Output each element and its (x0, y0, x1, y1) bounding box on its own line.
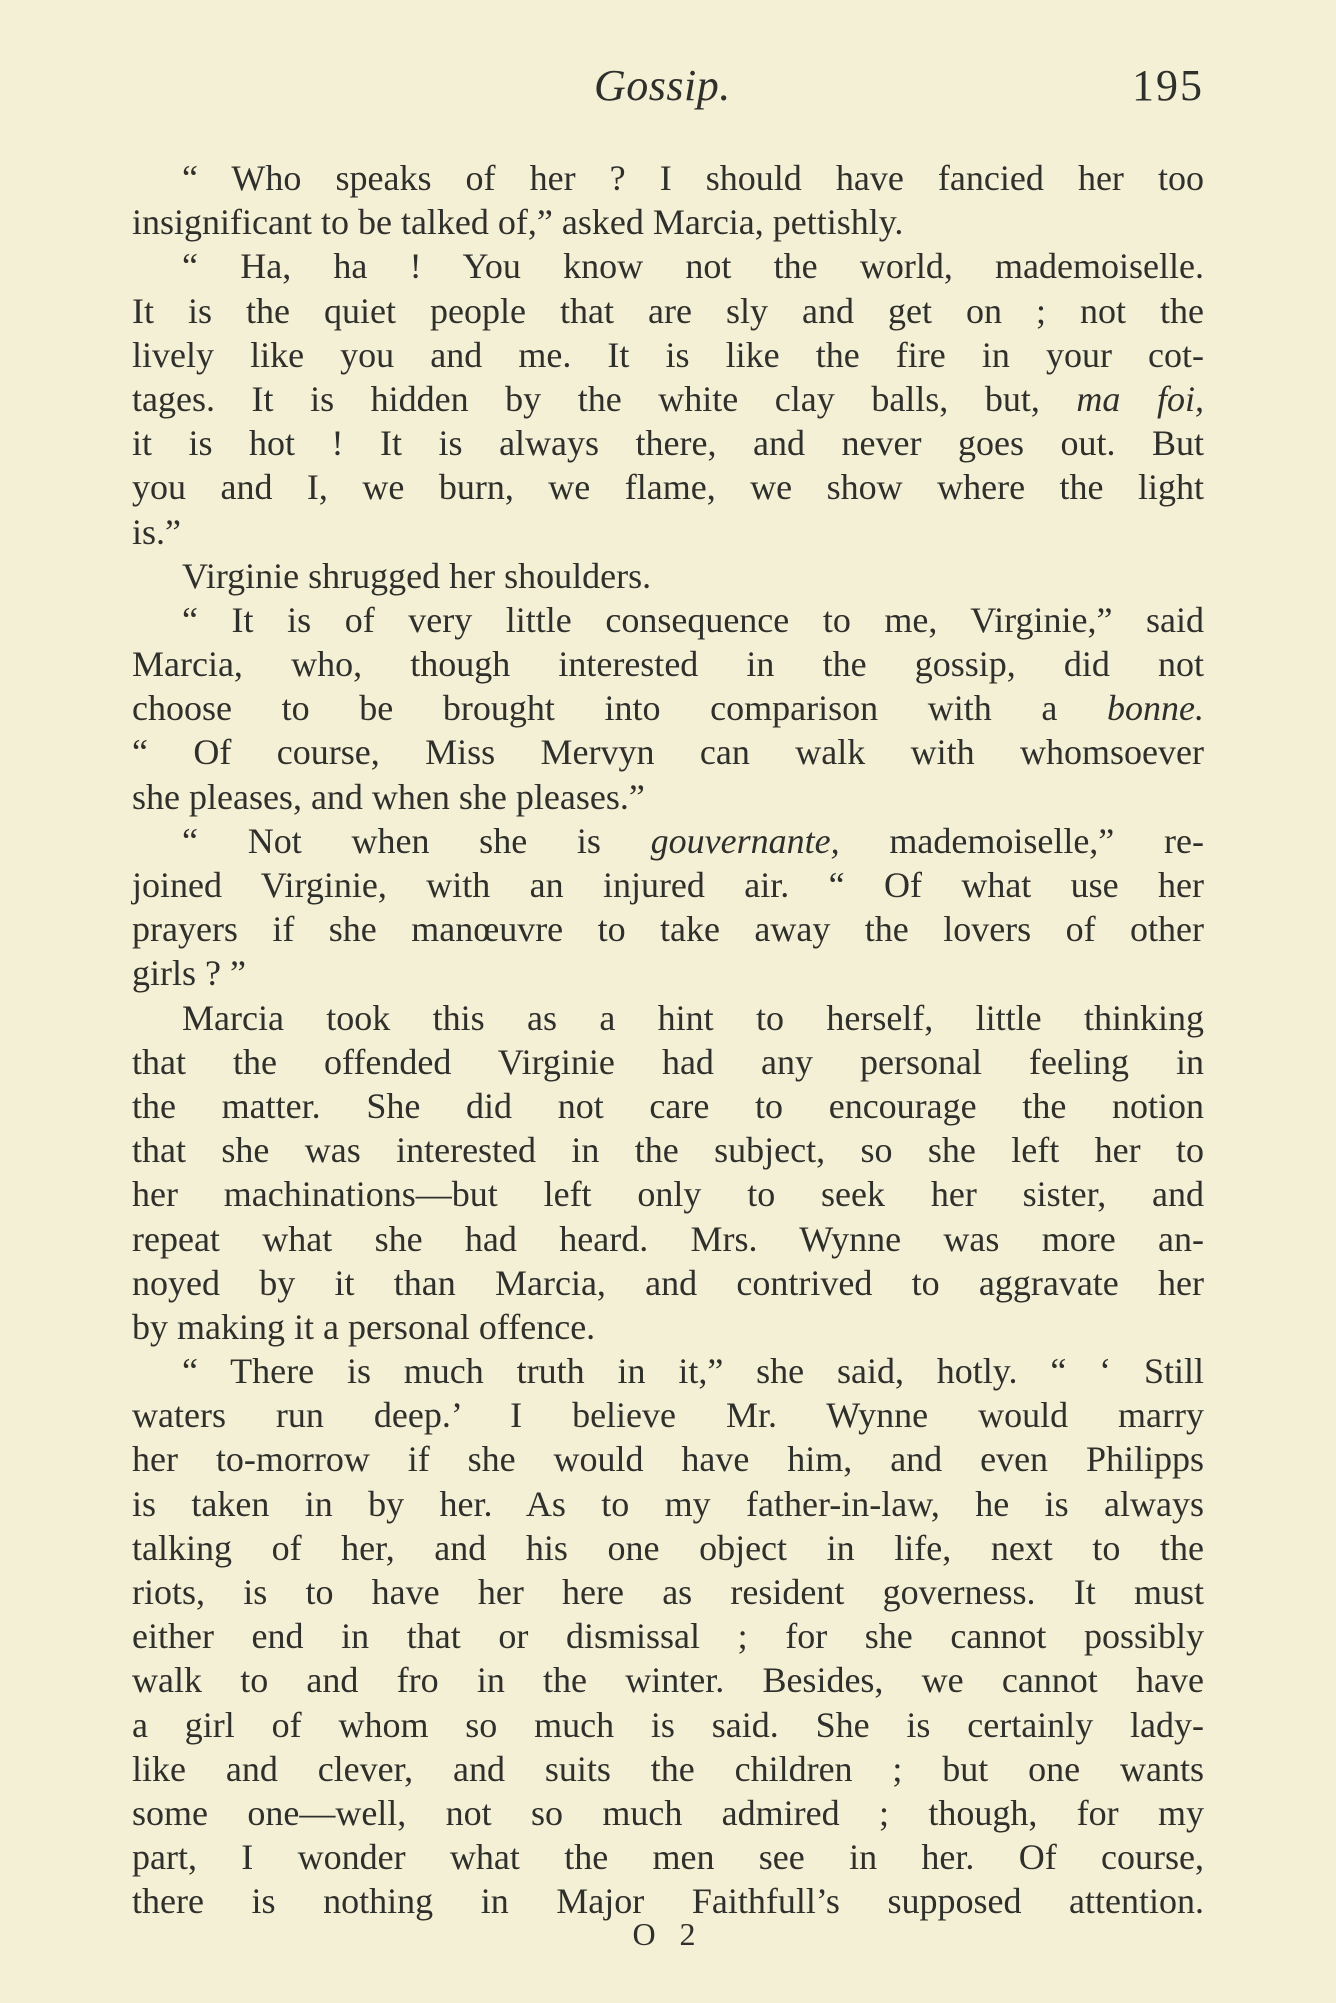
text-line: by making it a personal offence. (132, 1306, 596, 1347)
running-head (132, 60, 1204, 120)
text-line: lively like you and me. It is like the fire in your cot- (132, 334, 1204, 375)
text-line: is.” (132, 511, 181, 552)
text-line: either end in that or dismissal ; for she cannot possibly (132, 1616, 1204, 1657)
italic-phrase: ma foi, (1076, 378, 1204, 419)
text-line: a girl of whom so much is said. She is certainly lady- (132, 1704, 1204, 1745)
text-line: noyed by it than Marcia, and contrived to aggravate her (132, 1262, 1204, 1303)
text-line: her machinations—but left only to seek her sister, and (132, 1174, 1204, 1215)
text-line: “ Who speaks of her ? I should have fancied her too (182, 158, 1204, 198)
text-line: “ Ha, ha ! You know not the world, mademoiselle. (182, 246, 1204, 287)
text-line: Marcia took this as a hint to herself, little thinking (182, 997, 1204, 1038)
text-line: “ Of course, Miss Mervyn can walk with whomsoever (132, 732, 1204, 773)
text-line: joined Virginie, with an injured air. “ Of what use her (132, 865, 1204, 905)
text-line: “ Not when she is gouvernante, mademoiselle,” re- (182, 820, 1204, 861)
text-line: riots, is to have her here as resident governess. It must (132, 1572, 1204, 1612)
italic-phrase: bonne. (1107, 688, 1204, 729)
text-line: walk to and fro in the winter. Besides, we cannot have (132, 1660, 1204, 1701)
text-line: prayers if she manœuvre to take away the lovers of other (132, 909, 1204, 950)
text-line: insignificant to be talked of,” asked Marcia, pettishly. (132, 202, 904, 243)
text-line: part, I wonder what the men see in her. Of course, (132, 1837, 1204, 1878)
text-line: she pleases, and when she pleases.” (132, 776, 645, 817)
signature-mark: O 2 (632, 1916, 704, 1952)
text-line: that she was interested in the subject, so she left her to (132, 1130, 1204, 1171)
page-number: 195 (1132, 61, 1204, 110)
text-line: the matter. She did not care to encourage the notion (132, 1085, 1204, 1126)
text-line: some one—well, not so much admired ; though, for my (132, 1792, 1204, 1833)
text-line: is taken in by her. As to my father-in-law, he is always (132, 1483, 1204, 1524)
text-line: like and clever, and suits the children ; but one wants (132, 1748, 1204, 1789)
text-line: “ It is of very little consequence to me, Virginie,” said (182, 599, 1204, 640)
text-line: her to-morrow if she would have him, and even Philipps (132, 1439, 1204, 1480)
text-line: choose to be brought into comparison with a bonne. (132, 688, 1204, 729)
text-line: it is hot ! It is always there, and never goes out. But (132, 423, 1204, 464)
text-line: repeat what she had heard. Mrs. Wynne was more an- (132, 1218, 1204, 1259)
text-line: waters run deep.’ I believe Mr. Wynne would marry (132, 1395, 1204, 1436)
text-line: “ There is much truth in it,” she said, hotly. “ ‘ Still (182, 1351, 1204, 1392)
italic-phrase: gouvernante, (650, 820, 840, 861)
text-line: Marcia, who, though interested in the gossip, did not (132, 644, 1204, 685)
text-line: tages. It is hidden by the white clay balls, but, ma foi, (132, 378, 1204, 419)
text-line: talking of her, and his one object in life, next to the (132, 1527, 1204, 1568)
text-line: there is nothing in Major Faithfull’s supposed attention. (132, 1881, 1204, 1922)
body-text (132, 156, 1204, 1924)
running-title: Gossip. (594, 61, 731, 110)
text-line: that the offended Virginie had any personal feeling in (132, 1041, 1204, 1082)
text-line: It is the quiet people that are sly and get on ; not the (132, 290, 1204, 331)
text-line: Virginie shrugged her shoulders. (182, 555, 652, 596)
text-line: you and I, we burn, we flame, we show where the light (132, 467, 1204, 508)
text-line: girls ? ” (132, 953, 246, 994)
